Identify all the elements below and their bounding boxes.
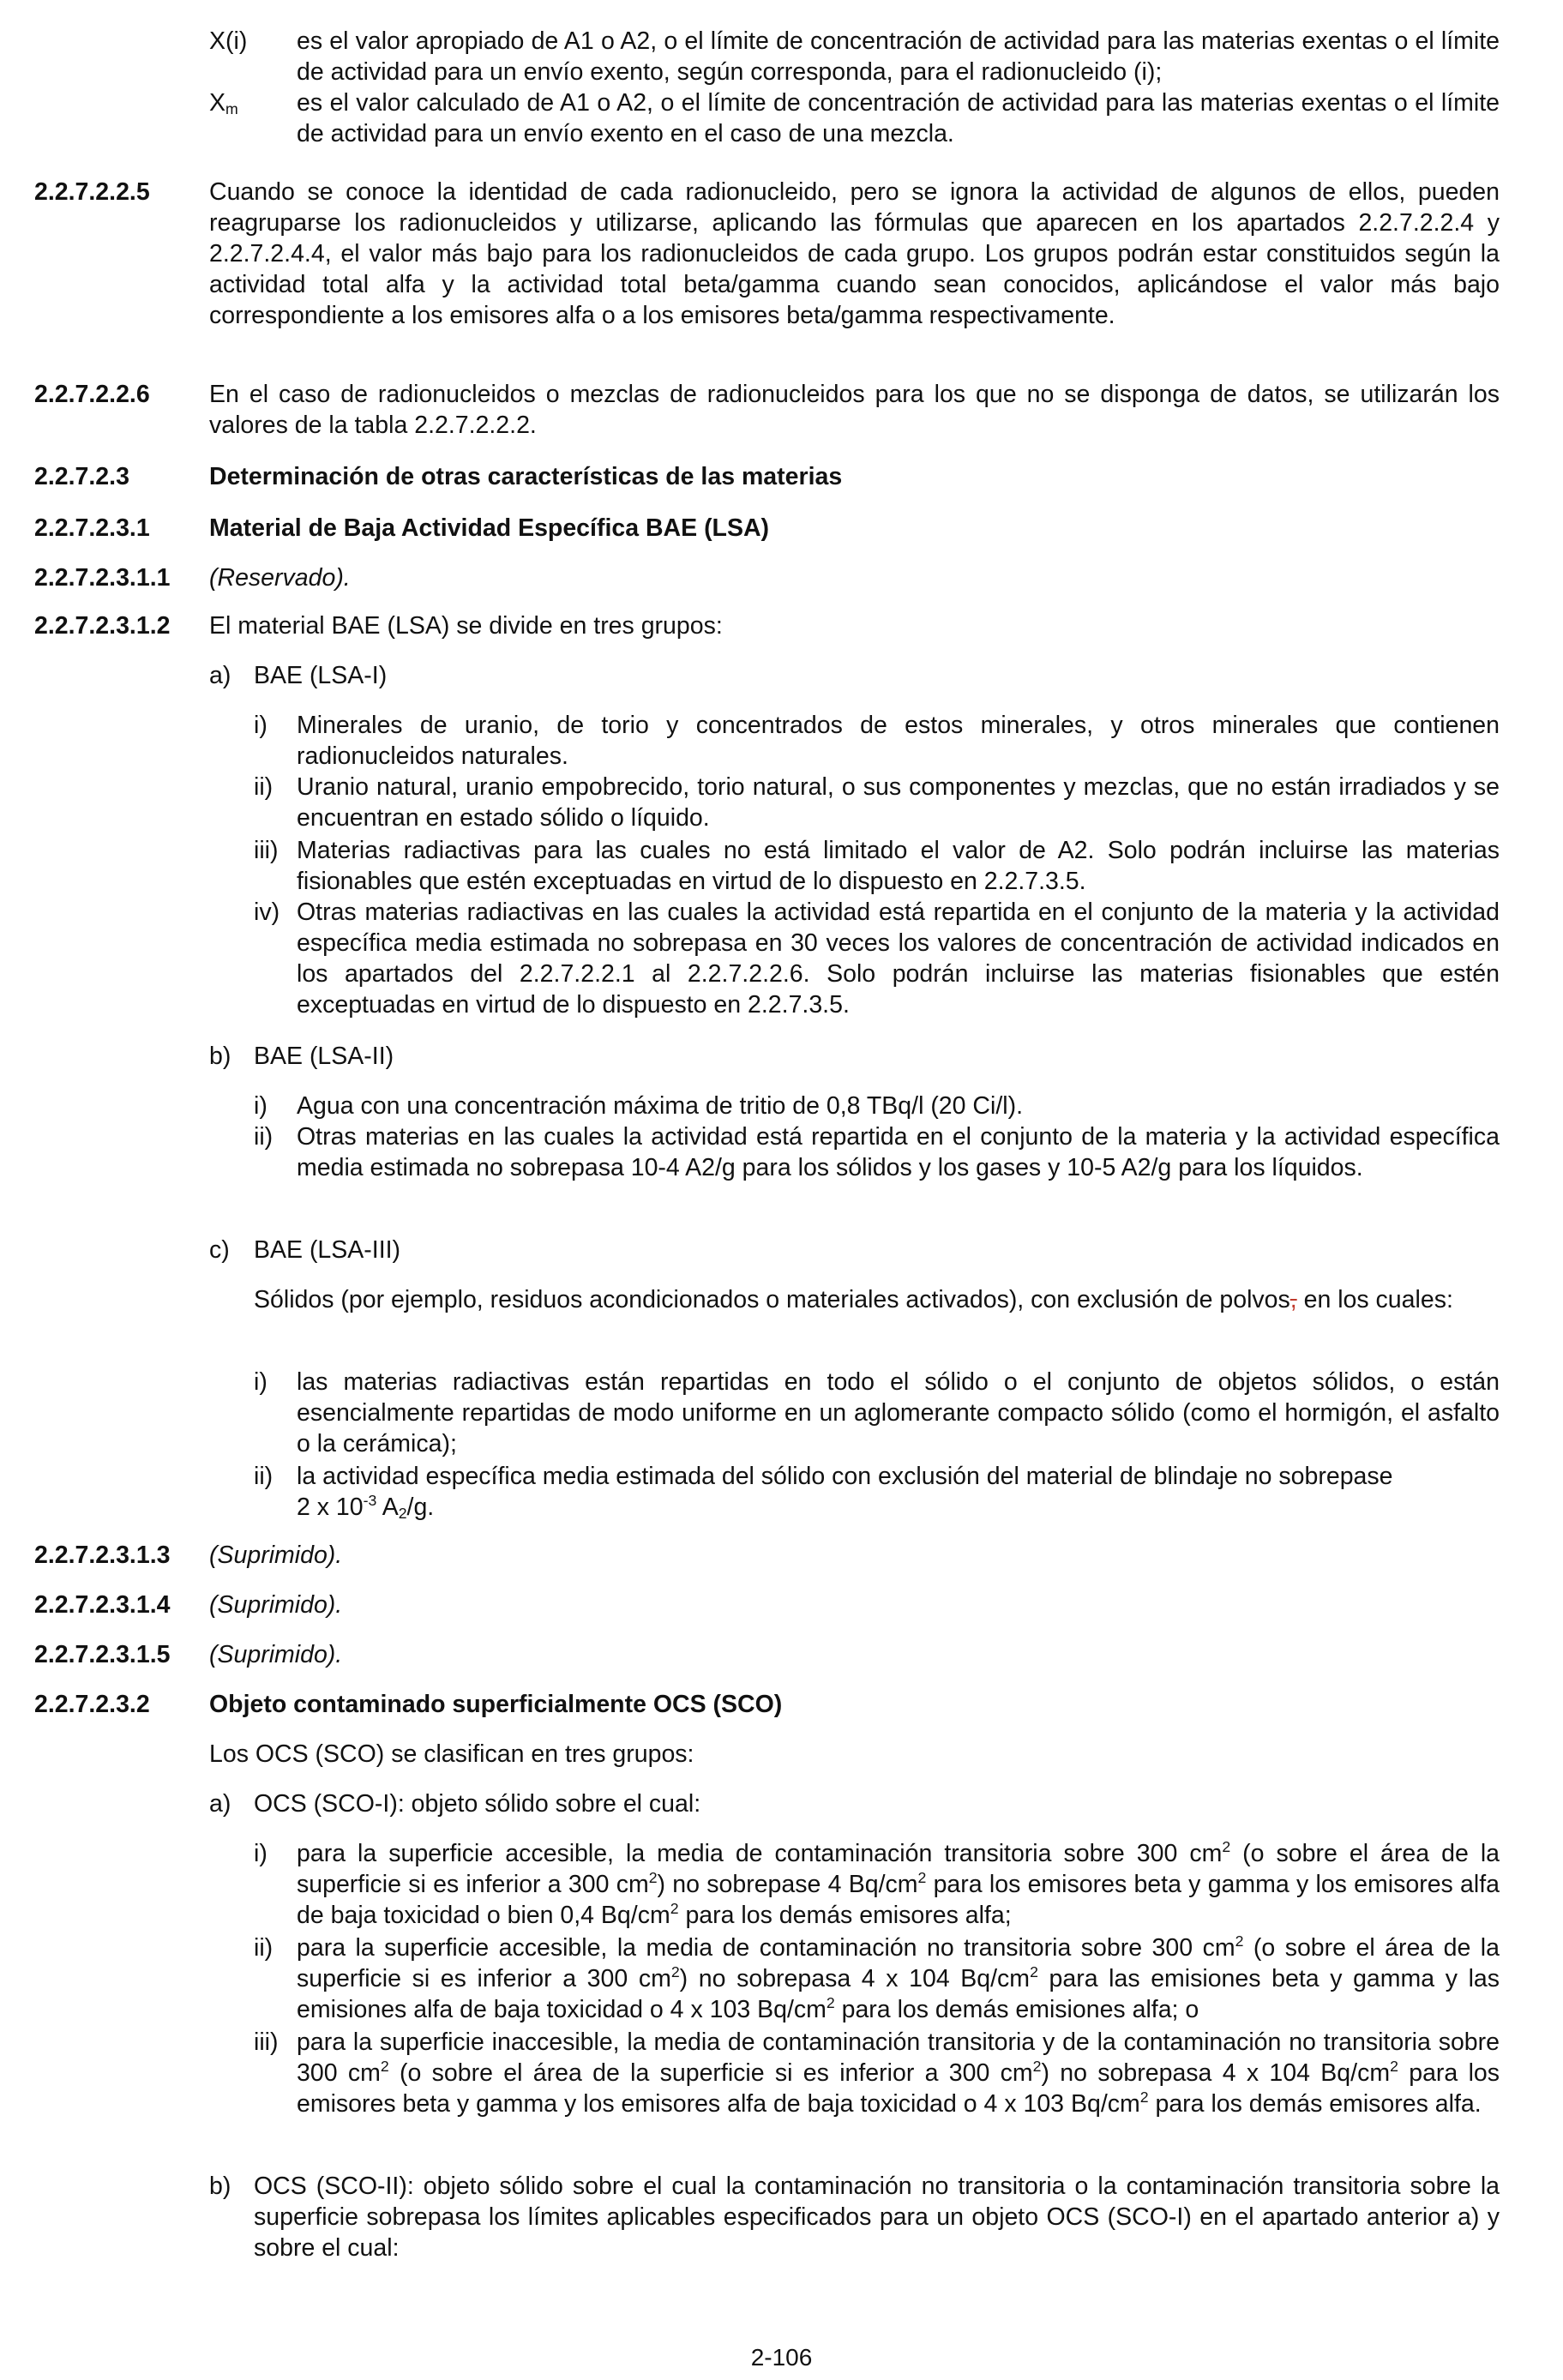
roman-numeral: i) (254, 1840, 268, 1867)
lsa-iii-intro: Sólidos (por ejemplo, residuos acondicionados o materiales activados), con exclusión de polvos, en los cuales: (254, 1286, 1453, 1313)
list-item: las materias radiactivas están repartidas en todo el sólido o el conjunto de objetos sólidos, o están esencialmente repartidas de modo uniforme en un aglomerante compacto sólido (como el hormigón, el asfalto o la cerámica); (297, 1368, 1500, 1457)
sco-intro: Los OCS (SCO) se clasifican en tres grupos: (209, 1740, 694, 1768)
list-letter: a) (209, 662, 231, 689)
list-letter: a) (209, 1790, 231, 1818)
heading-text: Objeto contaminado superficialmente OCS (SCO) (209, 1691, 783, 1718)
heading-text: Material de Baja Actividad Específica BAE (LSA) (209, 514, 770, 542)
list-title: BAE (LSA-I) (254, 662, 388, 689)
paragraph-text: Cuando se conoce la identidad de cada radionucleido, pero se ignora la actividad de algunos de ellos, pueden reagruparse los radionucleidos y utilizarse, aplicando las fórmulas que aparecen en los apartados 2.2.7.2.2.4 y 2.2.7.2.4.4, el valor más bajo para los radionucleidos de cada grupo. Los grupos podrán estar constituidos según la actividad total alfa y la actividad total beta/gamma cuando sean conocidos, aplicándose el valor más bajo correspondiente a los emisores alfa o a los emisores beta/gamma respectivamente. (209, 178, 1500, 329)
list-item: Minerales de uranio, de torio y concentrados de estos minerales, y otros minerales que contienen radionucleidos naturales. (297, 712, 1500, 770)
roman-numeral: ii) (254, 1463, 274, 1490)
roman-numeral: i) (254, 1368, 268, 1396)
page-number: 2-106 (750, 2344, 813, 2371)
list-text: OCS (SCO-I): objeto sólido sobre el cual: (254, 1790, 701, 1818)
paragraph-number: 2.2.7.2.3.1.5 (34, 1641, 171, 1668)
list-item: Otras materias radiactivas en las cuales la actividad está repartida en el conjunto de la materia y la actividad específica media estimada no sobrepasa en 30 veces los valores de concentración de actividad indicados en los apartados del 2.2.7.2.2.1 al 2.2.7.2.2.6. Solo podrán incluirse las materias fisionables que estén exceptuadas en virtud de lo dispuesto en 2.2.7.3.5. (297, 899, 1500, 1019)
list-item: Materias radiactivas para las cuales no está limitado el valor de A2. Solo podrán incluirse las materias fisionables que estén exceptuadas en virtud de lo dispuesto en 2.2.7.3.5. (297, 837, 1500, 895)
heading-number: 2.2.7.2.3.1 (34, 514, 150, 542)
list-item: la actividad específica media estimada del sólido con exclusión del material de blindaje no sobrepase 2 x $10^{-3}$ $A_2/g$. (297, 1463, 1393, 1522)
list-letter: c) (209, 1236, 230, 1264)
paragraph-text: En el caso de radionucleidos o mezclas de radionucleidos para los que no se disponga de datos, se utilizarán los valores de la tabla 2.2.7.2.2.2. (209, 381, 1500, 439)
list-letter: b) (209, 2173, 231, 2200)
list-item: para la superficie inaccesible, la media de contaminación transitoria y de la contaminación no transitoria sobre 300 $cm^2$ (o sobre el área de la superficie si es inferior a 300 $cm^2$) no sobrepasa 4 x 104 $Bq/cm^2$ para los emisores beta y gamma y los emisores alfa de baja toxicidad o 4 x 103 $Bq/cm^2$ para los demás emisores alfa. (297, 2028, 1500, 2118)
list-item: para la superficie accesible, la media de contaminación no transitoria sobre 300 $cm^2$ (o sobre el área de la superficie si es inferior a 300 $cm^2$) no sobrepasa 4 x 104 $Bq/cm^2$ para las emisiones beta y gamma y las emisiones alfa de baja toxicidad o 4 x 103 $Bq/cm^2$ para los demás emisiones alfa; o (297, 1932, 1500, 2023)
heading-number: 2.2.7.2.3 (34, 463, 129, 490)
definition-symbol: X(i) (209, 27, 248, 55)
paragraph-text: (Suprimido). (209, 1542, 343, 1569)
paragraph-number: 2.2.7.2.2.6 (34, 381, 150, 408)
roman-numeral: i) (254, 712, 268, 739)
roman-numeral: ii) (254, 773, 274, 801)
paragraph-number: 2.2.7.2.2.5 (34, 178, 150, 206)
roman-numeral: iii) (254, 2028, 279, 2056)
roman-numeral: iv) (254, 899, 280, 926)
paragraph-number: 2.2.7.2.3.1.3 (34, 1542, 171, 1569)
roman-numeral: ii) (254, 1934, 274, 1962)
definition-symbol: $X_m$ (209, 89, 238, 117)
list-item: Otras materias en las cuales la actividad está repartida en el conjunto de la materia y la actividad específica media estimada no sobrepasa 10-4 A2/g para los sólidos y los gases y 10-5 A2/g para los líquidos. (297, 1123, 1500, 1181)
roman-numeral: iii) (254, 837, 279, 864)
paragraph-text: (Suprimido). (209, 1591, 343, 1619)
list-item: Agua con una concentración máxima de tritio de 0,8 TBq/l (20 Ci/l). (297, 1092, 1023, 1120)
list-letter: b) (209, 1043, 231, 1070)
definition-text: es el valor apropiado de A1 o A2, o el límite de concentración de actividad para las materias exentas o el límite de actividad para un envío exento, según corresponda, para el radionucleido (i); (297, 27, 1500, 86)
roman-numeral: i) (254, 1092, 268, 1120)
definition-text: es el valor calculado de A1 o A2, o el límite de concentración de actividad para las materias exentas o el límite de actividad para un envío exento en el caso de una mezcla. (297, 89, 1500, 147)
roman-numeral: ii) (254, 1123, 274, 1151)
list-title: BAE (LSA-III) (254, 1236, 401, 1264)
list-text: OCS (SCO-II): objeto sólido sobre el cual la contaminación no transitoria o la contaminación transitoria sobre la superficie sobrepasa los límites aplicables especificados para un objeto OCS (SCO-I) en el apartado anterior a) y sobre el cual: (254, 2173, 1500, 2262)
paragraph-number: 2.2.7.2.3.1.2 (34, 612, 171, 640)
heading-text: Determinación de otras características de las materias (209, 463, 843, 490)
struck-comma: , (1289, 1286, 1297, 1313)
list-item: para la superficie accesible, la media de contaminación transitoria sobre 300 $cm^2$ (o sobre el área de la superficie si es inferior a 300 $cm^2$) no sobrepase 4 $Bq/cm^2$ para los emisores beta y gamma y los emisores alfa de baja toxicidad o bien 0,4 $Bq/cm^2$ para los demás emisores alfa; (297, 1838, 1500, 1929)
heading-number: 2.2.7.2.3.2 (34, 1691, 150, 1718)
list-title: BAE (LSA-II) (254, 1043, 394, 1070)
paragraph-text: (Reservado). (209, 564, 351, 592)
list-item: Uranio natural, uranio empobrecido, torio natural, o sus componentes y mezclas, que no están irradiados y se encuentran en estado sólido o líquido. (297, 773, 1500, 832)
paragraph-text: El material BAE (LSA) se divide en tres grupos: (209, 612, 723, 640)
paragraph-number: 2.2.7.2.3.1.1 (34, 564, 171, 592)
paragraph-number: 2.2.7.2.3.1.4 (34, 1591, 171, 1619)
paragraph-text: (Suprimido). (209, 1641, 343, 1668)
